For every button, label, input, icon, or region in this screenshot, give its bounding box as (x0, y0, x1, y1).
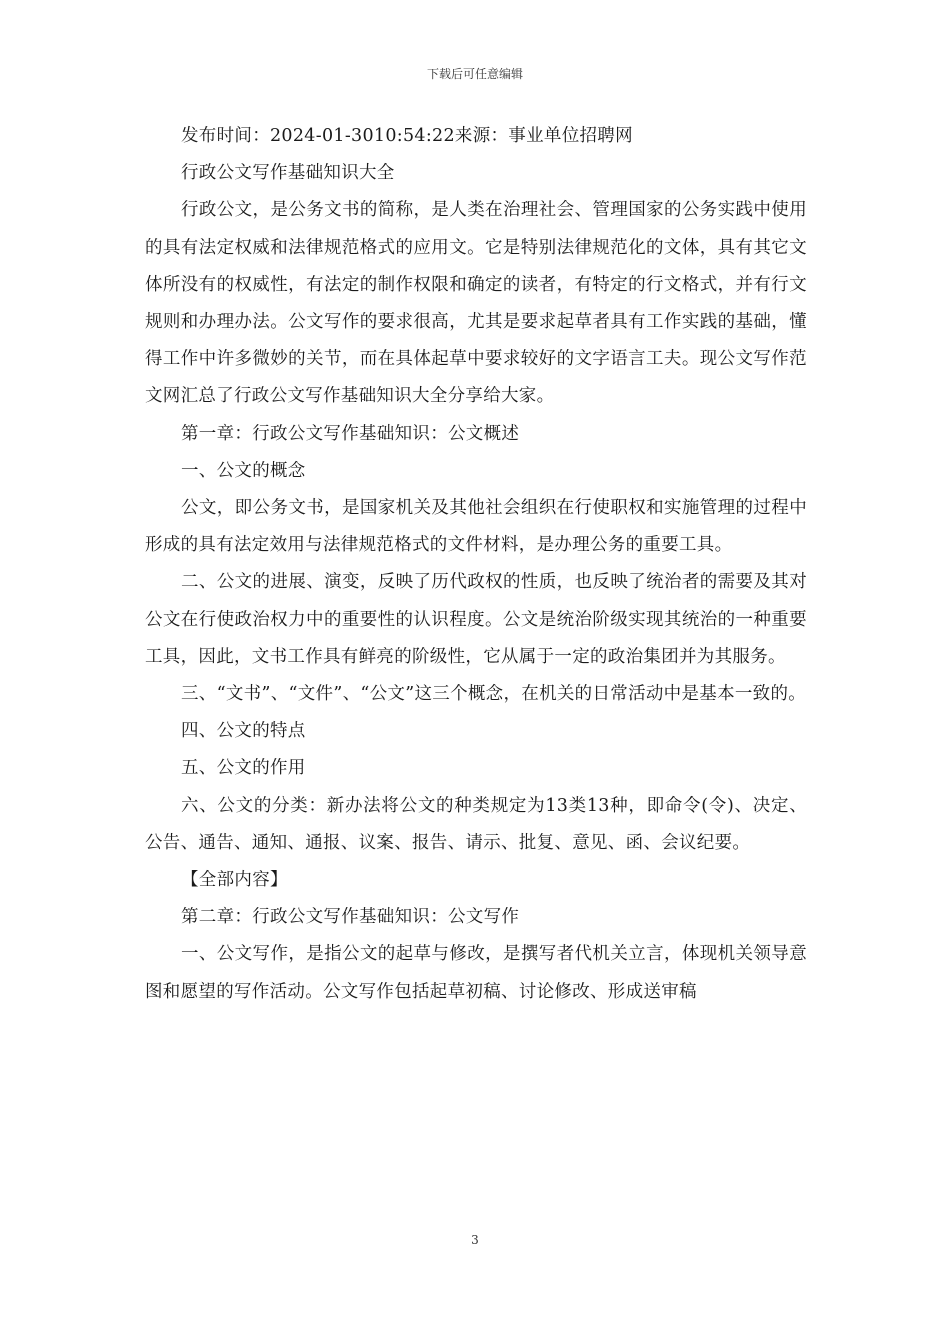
section-heading: 四、公文的特点 (181, 721, 306, 742)
section-heading: 五、公文的作用 (181, 758, 306, 779)
chapter-2-heading: 第二章：行政公文写作基础知识：公文写作 (181, 907, 520, 928)
paragraph: 六、公文的分类：新办法将公文的种类规定为13类13种，即命令(令)、决定、公告、通告、通知、通报、议案、报告、请示、批复、意见、函、会议纪要。 (145, 795, 807, 853)
document-body (145, 118, 807, 1011)
paragraph: 一、公文写作，是指公文的起草与修改，是撰写者代机关立言，体现机关领导意图和愿望的写作活动。公文写作包括起草初稿、讨论修改、形成送审稿 (145, 944, 807, 1002)
intro-paragraph: 行政公文，是公务文书的简称，是人类在治理社会、管理国家的公务实践中使用的具有法定权威和法律规范格式的应用文。它是特别法律规范化的文体，具有其它文体所没有的权威性，有法定的制作权限和确定的读者，有特定的行文格式，并有行文规则和办理办法。公文写作的要求很高，尤其是要求起草者具有工作实践的基础，懂得工作中许多微妙的关节，而在具体起草中要求较好的文字语言工夫。现公文写作范文网汇总了行政公文写作基础知识大全分享给大家。 (145, 200, 807, 407)
full-content-link[interactable]: 【全部内容】 (181, 870, 288, 891)
publish-info: 发布时间：2024-01-3010:54:22来源：事业单位招聘网 (181, 126, 633, 146)
paragraph: 公文，即公务文书，是国家机关及其他社会组织在行使职权和实施管理的过程中形成的具有法定效用与法律规范格式的文件材料，是办理公务的重要工具。 (145, 498, 807, 556)
paragraph: 二、公文的进展、演变，反映了历代政权的性质，也反映了统治者的需要及其对公文在行使政治权力中的重要性的认识程度。公文是统治阶级实现其统治的一种重要工具，因此，文书工作具有鲜亮的阶级性，它从属于一定的政治集团并为其服务。 (145, 572, 807, 667)
document-title: 行政公文写作基础知识大全 (181, 163, 395, 184)
paragraph: 三、“文书”、“文件”、“公文”这三个概念，在机关的日常活动中是基本一致的。 (181, 684, 807, 705)
page-header: 下载后可任意编辑 (426, 67, 523, 81)
chapter-1-heading: 第一章：行政公文写作基础知识：公文概述 (181, 423, 520, 444)
page-number: 3 (471, 1233, 479, 1247)
section-heading: 一、公文的概念 (181, 460, 306, 481)
